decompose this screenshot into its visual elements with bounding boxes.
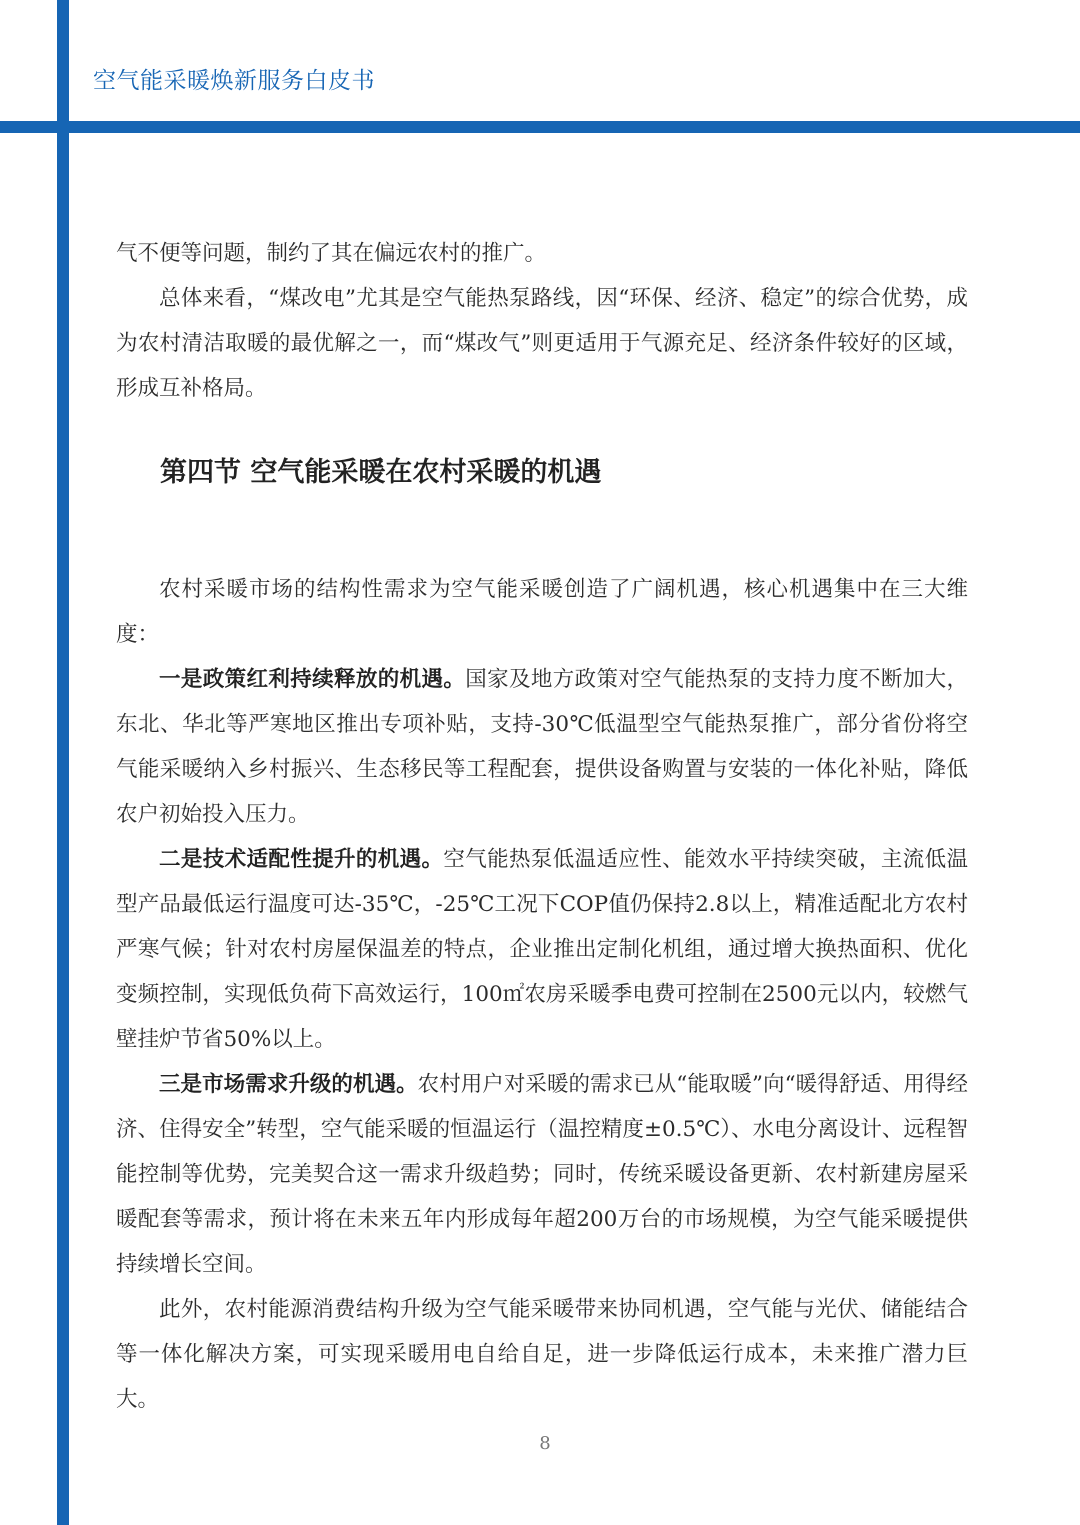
- left-accent-bar: [57, 0, 69, 1525]
- paragraph-5: [116, 837, 968, 1062]
- paragraph-4-lead: 一是政策红利持续释放的机遇。: [159, 667, 466, 692]
- paragraph-4: [116, 657, 968, 837]
- page-content: [116, 231, 968, 1422]
- paragraph-4-text: 国家及地方政策对空气能热泵的支持力度不断加大，东北、华北等严寒地区推出专项补贴，支持-30℃低温型空气能热泵推广，部分省份将空气能采暖纳入乡村振兴、生态移民等工程配套，提供设备购置与安装的一体化补贴，降低农户初始投入压力。: [116, 667, 968, 827]
- paragraph-5-lead: 二是技术适配性提升的机遇。: [159, 847, 444, 872]
- header-rule: [0, 121, 1080, 133]
- page-number: 8: [539, 1433, 551, 1454]
- paragraph-6: [116, 1062, 968, 1287]
- paragraph-3: 农村采暖市场的结构性需求为空气能采暖创造了广阔机遇，核心机遇集中在三大维度：: [116, 577, 968, 647]
- paragraph-1: 气不便等问题，制约了其在偏远农村的推广。: [116, 241, 547, 266]
- paragraph-7: 此外，农村能源消费结构升级为空气能采暖带来协同机遇，空气能与光伏、储能结合等一体化解决方案，可实现采暖用电自给自足，进一步降低运行成本，未来推广潜力巨大。: [116, 1297, 968, 1412]
- paragraph-2: 总体来看，“煤改电”尤其是空气能热泵路线，因“环保、经济、稳定”的综合优势，成为农村清洁取暖的最优解之一，而“煤改气”则更适用于气源充足、经济条件较好的区域，形成互补格局。: [116, 286, 968, 401]
- section-heading: 第四节 空气能采暖在农村采暖的机遇: [160, 457, 602, 488]
- paragraph-6-lead: 三是市场需求升级的机遇。: [159, 1072, 418, 1097]
- document-title: 空气能采暖焕新服务白皮书: [93, 68, 375, 94]
- paragraph-6-text: 农村用户对采暖的需求已从“能取暖”向“暖得舒适、用得经济、住得安全”转型，空气能采暖的恒温运行（温控精度±0.5℃）、水电分离设计、远程智能控制等优势，完美契合这一需求升级趋势；同时，传统采暖设备更新、农村新建房屋采暖配套等需求，预计将在未来五年内形成每年超200万台的市场规模，为空气能采暖提供持续增长空间。: [116, 1072, 968, 1277]
- paragraph-5-text: 空气能热泵低温适应性、能效水平持续突破，主流低温型产品最低运行温度可达-35℃，-25℃工况下COP值仍保持2.8以上，精准适配北方农村严寒气候；针对农村房屋保温差的特点，企业推出定制化机组，通过增大换热面积、优化变频控制，实现低负荷下高效运行，100㎡农房采暖季电费可控制在2500元以内，较燃气壁挂炉节省50%以上。: [116, 847, 968, 1052]
